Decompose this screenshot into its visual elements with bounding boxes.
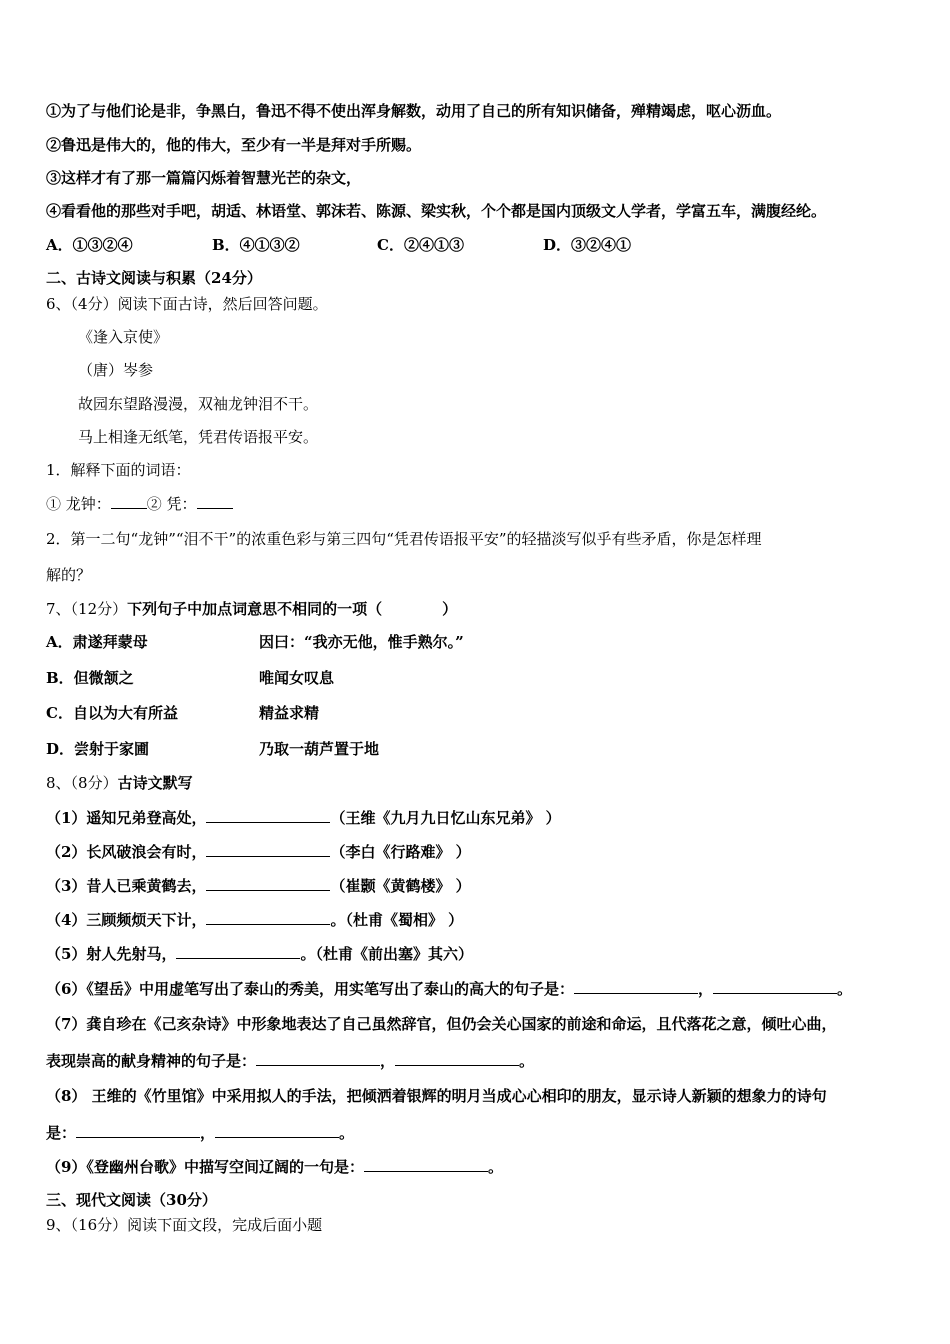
q8-item-4-source: 。（杜甫《蜀相》 ） <box>330 911 464 929</box>
q8-number: 8、（8分） <box>46 774 118 792</box>
q7-stem: 下列句子中加点词意思不相同的一项（ ） <box>127 600 458 618</box>
q5-option-a: A．①③②④ <box>46 236 133 254</box>
poem-author: （唐）岑参 <box>78 361 154 379</box>
answer-blank[interactable] <box>256 1051 380 1066</box>
answer-blank[interactable] <box>206 808 330 823</box>
answer-blank[interactable] <box>713 979 837 994</box>
answer-blank[interactable] <box>574 979 698 994</box>
poem-line-2: 马上相逢无纸笔，凭君传语报平安。 <box>78 428 319 446</box>
q8-item-7-sep: ， <box>380 1052 396 1070</box>
section-heading-2: 二、古诗文阅读与积累（24分） <box>46 269 262 287</box>
q7-header <box>46 599 457 619</box>
q7-row-c-left: C．自以为大有所益 <box>46 704 178 722</box>
q7-row-b-right: 唯闻女叹息 <box>259 669 335 687</box>
q8-item-1-source: （王维《九月九日忆山东兄弟》 ） <box>330 809 561 827</box>
q8-item-2-prompt: （2）长风破浪会有时， <box>46 843 207 861</box>
section-heading-3: 三、现代文阅读（30分） <box>46 1191 217 1209</box>
q6-sub2-line-1: 2．第一二句“龙钟”“泪不干”的浓重色彩与第三四句“凭君传语报平安”的轻描淡写似乎有些矛盾，你是怎样理 <box>46 530 762 548</box>
q5-sentence-3: ③这样才有了那一篇篇闪烁着智慧光芒的杂文， <box>46 169 362 187</box>
q6-sub1-a-label: ① 龙钟： <box>46 495 111 513</box>
q6-sub2-line-2: 解的？ <box>46 566 92 584</box>
q6-sub1: 1．解释下面的词语： <box>46 461 191 479</box>
q8-item-8-prompt: 是： <box>46 1124 77 1142</box>
q8-item-3-source: （崔颢《黄鹤楼》 ） <box>330 877 471 895</box>
q7-row-c-right: 精益求精 <box>259 704 320 722</box>
q7-row-a-right: 因曰：“我亦无他，惟手熟尔。” <box>259 633 464 651</box>
q8-item-5-prompt: （5）射人先射马， <box>46 945 177 963</box>
answer-blank[interactable] <box>206 910 330 925</box>
q7-row-a-left: A．肃遂拜蒙母 <box>46 633 148 651</box>
answer-blank[interactable] <box>215 1123 339 1138</box>
answer-blank[interactable] <box>206 876 330 891</box>
q8-item-6 <box>46 979 852 999</box>
answer-blank[interactable] <box>76 1123 200 1138</box>
q8-item-5-source: 。（杜甫《前出塞》其六） <box>300 945 473 963</box>
q8-item-3 <box>46 876 471 896</box>
answer-blank[interactable] <box>111 494 147 509</box>
q5-option-c: C．②④①③ <box>377 236 464 254</box>
q8-item-8-end: 。 <box>339 1124 355 1142</box>
q5-sentence-1: ①为了与他们论是非，争黑白，鲁迅不得不使出浑身解数，动用了自己的所有知识储备，殚精竭虑，呕心沥血。 <box>46 102 782 120</box>
q5-sentence-2: ②鲁迅是伟大的，他的伟大，至少有一半是拜对手所赐。 <box>46 136 422 154</box>
q8-header <box>46 773 193 793</box>
q8-item-6-prompt: （6）《望岳》中用虚笔写出了泰山的秀美，用实笔写出了泰山的高大的句子是： <box>46 980 574 998</box>
answer-blank[interactable] <box>364 1157 488 1172</box>
answer-blank[interactable] <box>395 1051 519 1066</box>
q9-stem: 9、（16分）阅读下面文段，完成后面小题 <box>46 1216 323 1234</box>
q8-item-1 <box>46 808 561 828</box>
q8-item-9-end: 。 <box>487 1158 503 1176</box>
answer-blank[interactable] <box>197 494 233 509</box>
q8-item-8-sep: ， <box>200 1124 216 1142</box>
q8-title: 古诗文默写 <box>117 774 193 792</box>
q5-option-d: D．③②④① <box>543 236 632 254</box>
q8-item-4-prompt: （4）三顾频烦天下计， <box>46 911 207 929</box>
q8-item-7-line-2 <box>46 1051 534 1071</box>
q5-sentence-4: ④看看他的那些对手吧，胡适、林语堂、郭沫若、陈源、梁实秋，个个都是国内顶级文人学者，学富五车，满腹经纶。 <box>46 202 827 220</box>
q8-item-9 <box>46 1157 503 1177</box>
q6-sub1-blanks <box>46 494 233 514</box>
q8-item-7-prompt: 表现崇高的献身精神的句子是： <box>46 1052 257 1070</box>
q8-item-5 <box>46 944 473 964</box>
q8-item-7-end: 。 <box>519 1052 535 1070</box>
q8-item-9-prompt: （9）《登幽州台歌》中描写空间辽阔的一句是： <box>46 1158 364 1176</box>
poem-line-1: 故园东望路漫漫，双袖龙钟泪不干。 <box>78 395 319 413</box>
answer-blank[interactable] <box>206 842 330 857</box>
q5-option-b: B．④①③② <box>212 236 300 254</box>
q8-item-2-source: （李白《行路难》 ） <box>330 843 471 861</box>
q8-item-1-prompt: （1）遥知兄弟登高处， <box>46 809 207 827</box>
q7-row-d-right: 乃取一葫芦置于地 <box>259 740 380 758</box>
q8-item-6-end: 。 <box>836 980 852 998</box>
q8-item-8-line-2 <box>46 1123 354 1143</box>
q7-number: 7、（12分） <box>46 600 128 618</box>
q8-item-6-sep: ， <box>697 980 713 998</box>
q8-item-2 <box>46 842 471 862</box>
q6-sub1-b-label: ② 凭： <box>146 495 197 513</box>
q8-item-4 <box>46 910 463 930</box>
answer-blank[interactable] <box>176 944 300 959</box>
q6-stem: 6、（4分）阅读下面古诗，然后回答问题。 <box>46 295 328 313</box>
q8-item-3-prompt: （3）昔人已乘黄鹤去， <box>46 877 207 895</box>
poem-title: 《逢入京使》 <box>78 328 169 346</box>
q7-row-b-left: B．但微颔之 <box>46 669 134 687</box>
q8-item-7-line-1: （7）龚自珍在《己亥杂诗》中形象地表达了自己虽然辞官，但仍会关心国家的前途和命运，且代落花之意，倾吐心曲， <box>46 1015 837 1033</box>
q8-item-8-line-1: （8） 王维的《竹里馆》中采用拟人的手法，把倾洒着银辉的明月当成心心相印的朋友，显示诗人新颖的想象力的诗句 <box>46 1087 827 1105</box>
q7-row-d-left: D．尝射于家圃 <box>46 740 150 758</box>
